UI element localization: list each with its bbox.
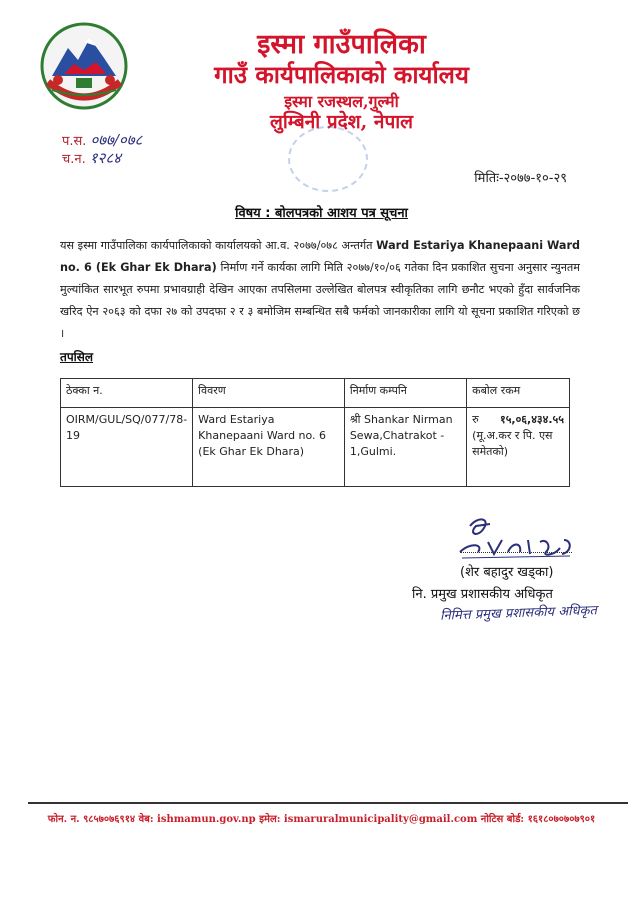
- table-row: [61, 408, 570, 487]
- footer-contact: फोन. न. ९८५७०७६९१४ वेब: ishmamun.gov.np इमेल: ismaruralmunicipality@gmail.com नोटिस बोर्ड: १६१८०७०७०७९०१: [47, 814, 596, 825]
- office-stamp-faint: [288, 126, 368, 192]
- col-header-description: विवरण: [193, 379, 345, 408]
- bid-table: [60, 378, 570, 487]
- body-part2: निर्माण गर्ने कार्यका लागि मिति २०७७/१०/०६ गतेका दिन प्रकाशित सुचना अनुसार न्युनतम मुल्यांकित सारभूत रुपमा प्रभावग्राही देखिन आएका तपसिलमा उल्लेखित बोलपत्र स्वीकृतिका लागि छनौट भएको हुँदा सार्वजनिक खरिद ऐन २०६३ को दफा २७ को उपदफा २ र ३ बमोजिम सम्बन्धित सबै फर्मको जानकारीका लागि यो सूचना प्रकाशित गरिएको छ ।: [60, 261, 580, 340]
- notice-body: [60, 235, 580, 345]
- document-date: मितिः-२०७७-१०-२९: [474, 171, 567, 186]
- signer-name: (शेर बहादुर खड्का): [460, 565, 554, 580]
- cell-description: Ward Estariya Khanepaani Ward no. 6 (Ek Ghar Ek Dhara): [193, 408, 345, 487]
- signature-line: [460, 552, 572, 553]
- office-name: गाउँ कार्यपालिकाको कार्यालय: [214, 60, 469, 89]
- col-header-contract-no: ठेक्का न.: [61, 379, 193, 408]
- col-header-company: निर्माण कम्पनि: [344, 379, 466, 408]
- office-address: इस्मा रजस्थल,गुल्मी: [284, 92, 399, 111]
- handwritten-signature: [450, 512, 580, 562]
- table-header-row: [61, 379, 570, 408]
- pa-sa-label: प.स.: [62, 134, 87, 149]
- province-line: लुम्बिनी प्रदेश, नेपाल: [269, 111, 414, 133]
- cha-na-value: १२८४: [89, 149, 121, 167]
- cha-na-label: च.न.: [62, 152, 86, 167]
- pa-sa-value: ०७७/०७८: [90, 131, 143, 149]
- subject-heading: [0, 203, 643, 221]
- designation-stamp: निमित्त प्रमुख प्रशासकीय अधिकृत: [439, 603, 598, 624]
- currency-symbol: रु: [472, 413, 479, 426]
- cell-company: श्री Shankar Nirman Sewa,Chatrakot - 1,Gulmi.: [344, 408, 466, 487]
- fiscal-year-ref: [62, 130, 142, 150]
- footer-divider: [28, 802, 628, 804]
- amount-note: (मू.अ.कर र पि. एस समेतको): [472, 429, 553, 458]
- amount-value: १५,०६,४३४.५५: [499, 413, 564, 426]
- dispatch-number-ref: [62, 148, 121, 168]
- col-header-bid-amount: कबोल रकम: [467, 379, 570, 408]
- subject-text: विषय : बोलपत्रको आशय पत्र सूचना: [235, 206, 408, 221]
- project-name: Ward Estariya Khanepaani Ward no. 6 (Ek Ghar Ek Dhara): [60, 239, 580, 274]
- signer-designation: नि. प्रमुख प्रशासकीय अधिकृत: [412, 587, 553, 602]
- cell-bid-amount: [467, 408, 570, 487]
- amount-line: [472, 412, 564, 428]
- body-part1: यस इस्मा गाउँपालिका कार्यपालिकाको कार्यालयको आ.व. २०७७/०७८ अन्तर्गत: [60, 239, 377, 252]
- cell-contract-no: OIRM/GUL/SQ/077/78-19: [61, 408, 193, 487]
- tapasil-heading: तपसिल: [60, 350, 94, 364]
- municipality-name: इस्मा गाउँपालिका: [257, 29, 426, 60]
